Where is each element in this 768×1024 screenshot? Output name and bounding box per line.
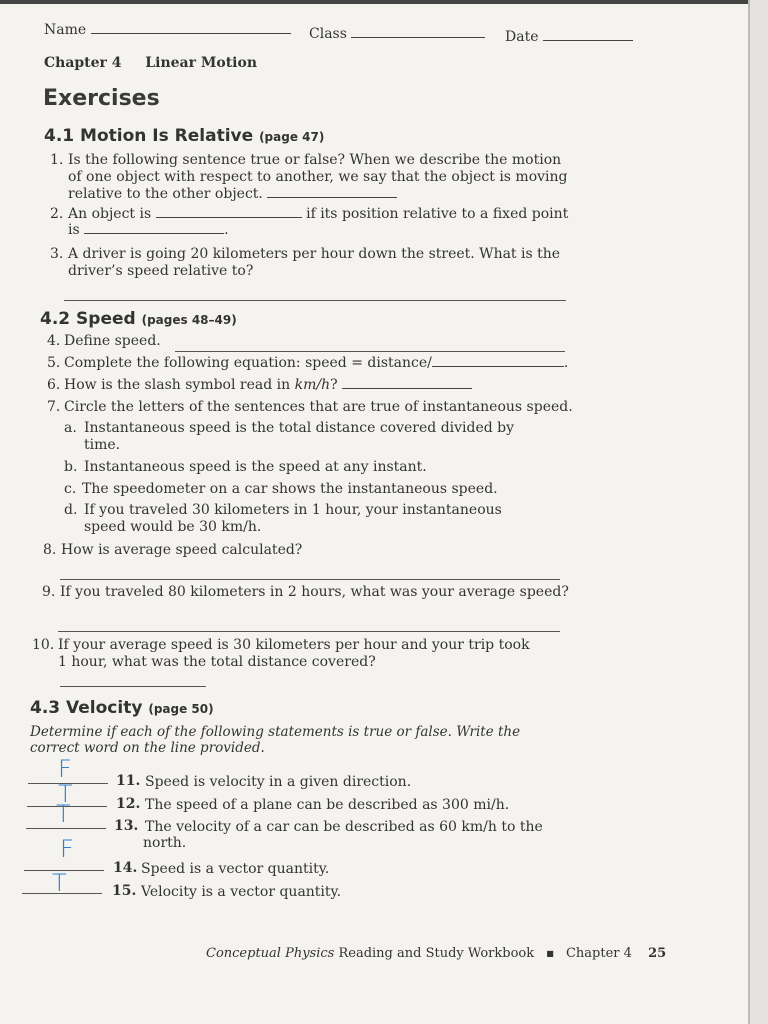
tf12-text: The speed of a plane can be described as 300 mi/h. [145, 797, 510, 813]
q2-line1: An object is if its position relative to a fixed point [68, 206, 569, 222]
q1-number: 1. [50, 152, 64, 168]
q1-line3: relative to the other object. [68, 186, 397, 202]
instructions-line1: Determine if each of the following statements is true or false. Write the [30, 724, 521, 740]
q7a-line1: Instantaneous speed is the total distance covered divided by [84, 420, 515, 436]
q3-line1: A driver is going 20 kilometers per hour down the street. What is the [68, 246, 561, 262]
section-4-3-title: 4.3 Velocity [30, 698, 143, 718]
tf13-number: 13. [114, 818, 139, 834]
q5-line: Complete the following equation: speed = distance/ . [64, 355, 569, 371]
q7a-letter[interactable]: a. [64, 420, 77, 436]
footer-chapter: Chapter 4 [565, 946, 632, 961]
footer-bullet: ■ [546, 949, 554, 958]
q9-text: If you traveled 80 kilometers in 2 hours, what was your average speed? [60, 584, 569, 600]
class-label: Class [309, 26, 347, 42]
footer-book-title: Conceptual Physics [206, 946, 335, 961]
q4-number: 4. [47, 333, 61, 349]
tf13-answer-line[interactable] [26, 828, 106, 829]
section-4-2-title: 4.2 Speed [40, 309, 136, 329]
q6-line: How is the slash symbol read in km/h? [64, 377, 472, 393]
q6-answer-line[interactable] [342, 388, 472, 389]
tf12-number: 12. [116, 796, 141, 812]
q1-answer-line[interactable] [267, 197, 397, 198]
date-label: Date [505, 29, 539, 45]
chapter-title: Linear Motion [145, 55, 258, 71]
top-border [0, 0, 748, 4]
class-field [309, 26, 485, 42]
date-line[interactable] [543, 40, 633, 41]
section-4-3-heading [30, 698, 214, 718]
q5-number: 5. [47, 355, 61, 371]
q6-number: 6. [47, 377, 61, 393]
tf13-line2: north. [143, 835, 187, 851]
tf12-handwritten-answer: T [58, 780, 73, 808]
q2-number: 2. [50, 206, 64, 222]
q8-text: How is average speed calculated? [61, 542, 303, 558]
next-page-edge [748, 0, 768, 1024]
tf14-number: 14. [113, 860, 138, 876]
q10-number: 10. [32, 637, 55, 653]
q3-answer-line[interactable] [64, 300, 566, 301]
q5-text: Complete the following equation: speed = distance/ [64, 355, 432, 371]
name-field [44, 22, 291, 38]
q7-number: 7. [47, 399, 61, 415]
tf13-handwritten-answer: T [56, 800, 71, 828]
q4-text: Define speed. [64, 333, 161, 349]
q3-number: 3. [50, 246, 64, 262]
name-label: Name [44, 22, 87, 38]
q9-answer-line[interactable] [58, 631, 560, 632]
q7c-letter[interactable]: c. [64, 481, 77, 497]
chapter-heading [44, 55, 257, 71]
name-line[interactable] [91, 33, 291, 34]
chapter-number: Chapter 4 [44, 55, 122, 71]
q7c-text: The speedometer on a car shows the instantaneous speed. [82, 481, 498, 497]
footer-book-rest: Reading and Study Workbook [334, 946, 535, 961]
page-number: 25 [648, 946, 667, 961]
page-footer [206, 946, 666, 961]
q10-answer-line[interactable] [60, 686, 206, 687]
q10-line1: If your average speed is 30 kilometers per hour and your trip took [58, 637, 530, 653]
q7d-line1: If you traveled 30 kilometers in 1 hour, your instantaneous [84, 502, 502, 518]
tf11-number: 11. [116, 773, 141, 789]
page-title: Exercises [43, 86, 160, 111]
class-line[interactable] [351, 37, 485, 38]
q9-number: 9. [42, 584, 56, 600]
q8-answer-line[interactable] [60, 579, 560, 580]
tf11-handwritten-answer: F [58, 755, 72, 783]
q5-answer-line[interactable] [432, 366, 564, 367]
instructions-line2: correct word on the line provided. [30, 740, 265, 756]
section-4-1-title: 4.1 Motion Is Relative [44, 126, 254, 146]
section-4-1-pages: (page 47) [259, 130, 325, 144]
q2-answer-line-1[interactable] [156, 217, 302, 218]
q1-line1: Is the following sentence true or false? When we describe the motion [68, 152, 562, 168]
tf14-text: Speed is a vector quantity. [141, 861, 330, 877]
q3-line2: driver’s speed relative to? [68, 263, 254, 279]
q7a-line2: time. [84, 437, 121, 453]
date-field [505, 29, 633, 45]
q7d-line2: speed would be 30 km/h. [84, 519, 262, 535]
q7d-letter[interactable]: d. [64, 502, 78, 518]
section-4-2-pages: (pages 48–49) [141, 313, 237, 327]
section-4-2-heading [40, 309, 237, 329]
tf15-handwritten-answer: T [52, 869, 67, 897]
q7b-letter[interactable]: b. [64, 459, 78, 475]
q2-answer-line-2[interactable] [84, 233, 224, 234]
q7b-text: Instantaneous speed is the speed at any instant. [84, 459, 427, 475]
q4-answer-line[interactable] [175, 351, 565, 352]
q10-line2: 1 hour, what was the total distance covered? [58, 654, 376, 670]
section-4-3-pages: (page 50) [148, 702, 214, 716]
tf15-number: 15. [112, 883, 137, 899]
q7-text: Circle the letters of the sentences that are true of instantaneous speed. [64, 399, 573, 415]
q2-line2: is . [68, 222, 229, 238]
q1-line2: of one object with respect to another, we say that the object is moving [68, 169, 568, 185]
tf14-handwritten-answer: F [60, 835, 74, 863]
tf11-text: Speed is velocity in a given direction. [145, 774, 412, 790]
q8-number: 8. [43, 542, 57, 558]
tf15-text: Velocity is a vector quantity. [141, 884, 342, 900]
section-4-1-heading [44, 126, 324, 146]
tf13-line1: The velocity of a car can be described as 60 km/h to the [145, 819, 543, 835]
